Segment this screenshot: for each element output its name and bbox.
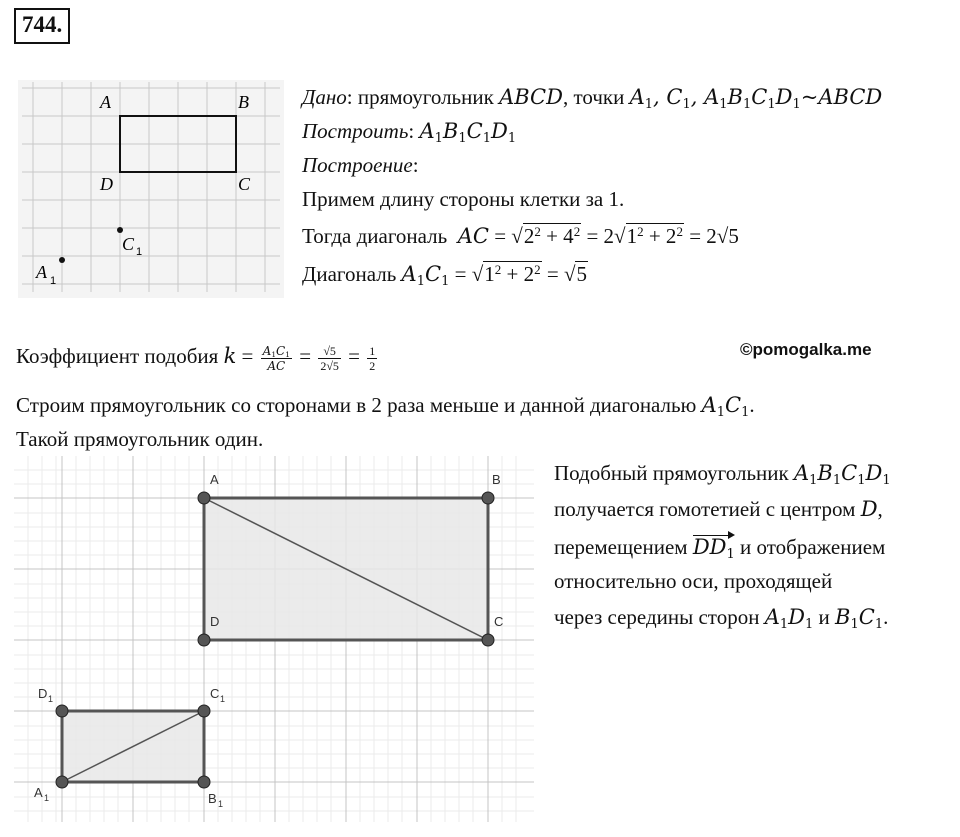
label-a1-sub: 1: [44, 793, 50, 803]
step3-line: Диагональ $A_1C_1 = √1^2 + 2^2 = √5$: [302, 261, 587, 289]
construct-line: Построить: $A_1B_1C_1D_1$: [302, 119, 517, 146]
coefficient-line: Коэффициент подобия k = $\frac{A_1C_1}{AC}$ = $\frac{√5}{2√5}$ = $\frac{1}{2}$: [16, 343, 376, 373]
watermark: ©pomogalka.me: [740, 340, 872, 359]
label-d: D: [100, 174, 113, 194]
label-a: A: [210, 472, 219, 487]
label-c1: C: [122, 234, 135, 254]
build-line: Строим прямоугольник со сторонами в 2 раза меньше и данной диагональю $A_1C_1$.: [16, 393, 755, 420]
label-c: C: [494, 614, 504, 629]
desc-line-2: получается гомотетией с центром D,: [554, 497, 883, 521]
label-c1-sub: 1: [136, 246, 143, 258]
construction-line: Построение:: [302, 153, 419, 177]
point-c1: [198, 705, 210, 717]
given-line: Дано: прямоугольник ABCD, точки $A_1$, $C_1$, $A_1B_1C_1D_1\sim ABCD$: [302, 85, 883, 112]
label-d1: D: [38, 686, 48, 701]
point-c1: [117, 227, 123, 233]
label-c1-sub: 1: [220, 694, 226, 704]
problem-number: 744.: [14, 8, 70, 44]
label-a1: A: [34, 785, 43, 800]
step2-line: Тогда диагональ AC = $√2^2 + 4^2 = 2√1^2 + 2^2 = 2√5$: [302, 223, 739, 248]
desc-line-5: через середины сторон $A_1D_1$ и $B_1C_1$.: [554, 605, 889, 632]
label-b: B: [492, 472, 501, 487]
unique-line: Такой прямоугольник один.: [16, 427, 264, 451]
label-a1-sub: 1: [50, 275, 57, 287]
desc-line-4: относительно оси, проходящей: [554, 569, 833, 593]
point-d1: [56, 705, 68, 717]
label-a1: A: [36, 262, 47, 282]
given-figure: [18, 80, 284, 298]
label-a: A: [100, 92, 111, 112]
label-b: B: [238, 92, 249, 112]
label-d1-sub: 1: [48, 694, 54, 704]
label-c1: C: [210, 686, 220, 701]
point-b1: [198, 776, 210, 788]
point-d: [198, 634, 210, 646]
point-a: [198, 492, 210, 504]
point-c: [482, 634, 494, 646]
point-a1: [56, 776, 68, 788]
label-d: D: [210, 614, 220, 629]
construction-figure: [14, 456, 534, 822]
label-b1: B: [208, 791, 217, 806]
step1-line: Примем длину стороны клетки за 1.: [302, 187, 625, 211]
label-c: C: [238, 174, 251, 194]
label-b1-sub: 1: [218, 799, 224, 809]
point-b: [482, 492, 494, 504]
desc-line-3: перемещением $DD_1$ и отображением: [554, 535, 886, 562]
point-a1: [59, 257, 65, 263]
desc-line-1: Подобный прямоугольник $A_1B_1C_1D_1$: [554, 461, 891, 488]
